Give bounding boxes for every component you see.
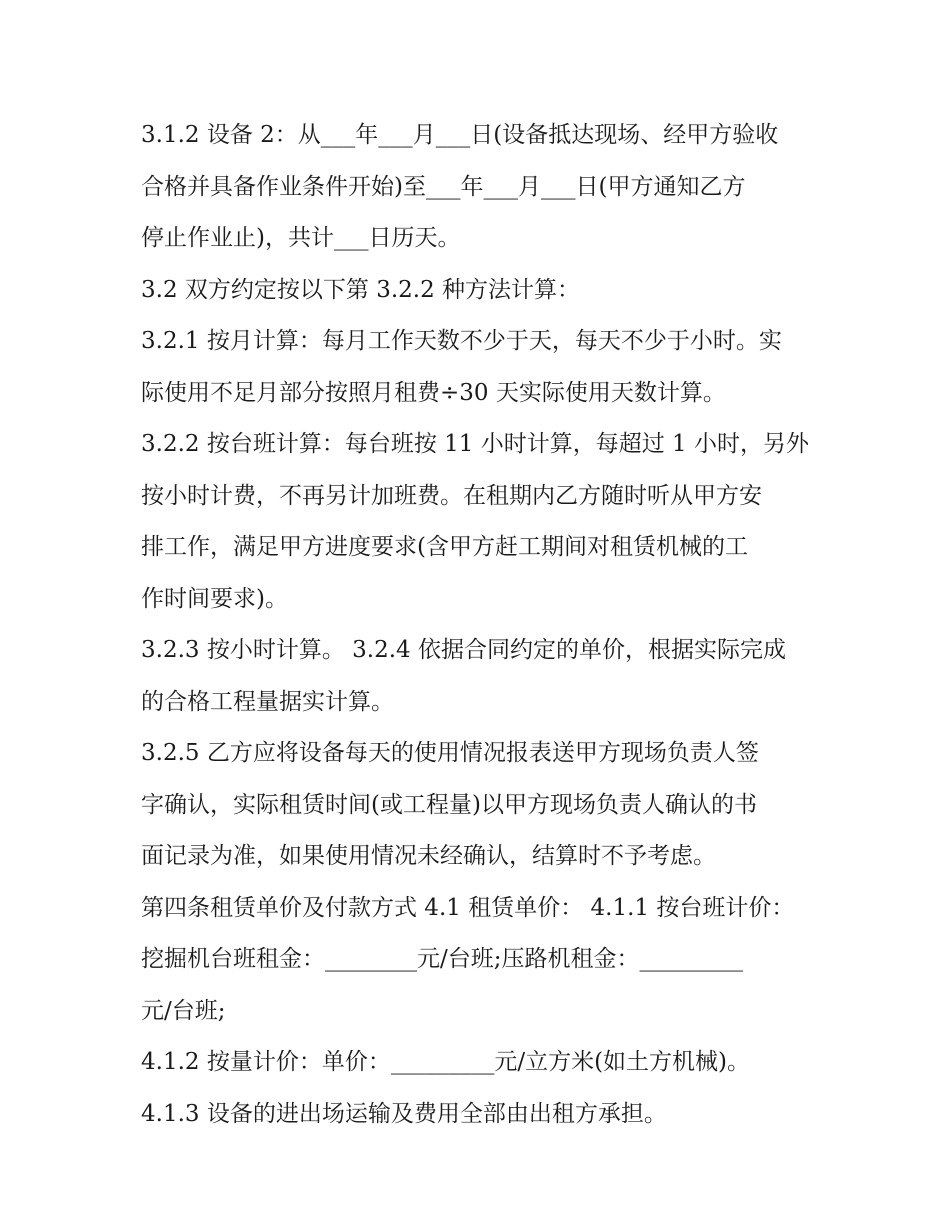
text-line: 作时间要求)。	[141, 585, 288, 612]
text-line: 元/台班;	[141, 997, 226, 1024]
text-line: 4.1.3 设备的进出场运输及费用全部由出租方承担。	[141, 1100, 667, 1127]
text-line: 3.2 双方约定按以下第 3.2.2 种方法计算：	[141, 276, 581, 303]
text-line: 字确认，实际租赁时间(或工程量)以甲方现场负责人确认的书	[141, 791, 757, 818]
text-line: 3.1.2 设备 2：从___年___月___日(设备抵达现场、经甲方验收	[141, 122, 779, 148]
text-line: 的合格工程量据实计算。	[141, 688, 394, 715]
text-line: 面记录为准，如果使用情况未经确认，结算时不予考虑。	[141, 843, 716, 869]
document-body	[141, 110, 821, 1140]
text-line: 停止作业止)，共计___日历天。	[141, 225, 461, 251]
text-line: 际使用不足月部分按照月租费÷30 天实际使用天数计算。	[141, 379, 726, 406]
text-line: 第四条租赁单价及付款方式 4.1 租赁单价： 4.1.1 按台班计价：	[141, 894, 795, 921]
text-line: 4.1.2 按量计价：单价：_________元/立方米(如土方机械)。	[141, 1049, 751, 1075]
text-line: 3.2.1 按月计算：每月工作天数不少于天，每天不少于小时。实	[141, 328, 782, 354]
text-line: 排工作，满足甲方进度要求(含甲方赶工期间对租赁机械的工	[141, 534, 748, 560]
text-line: 3.2.3 按小时计算。 3.2.4 依据合同约定的单价，根据实际完成	[141, 637, 786, 663]
text-line: 按小时计费，不再另计加班费。在租期内乙方随时听从甲方安	[141, 482, 762, 509]
text-line: 3.2.5 乙方应将设备每天的使用情况报表送甲方现场负责人签	[141, 740, 759, 766]
text-line: 合格并具备作业条件开始)至___年___月___日(甲方通知乙方	[141, 173, 746, 200]
text-line: 3.2.2 按台班计算：每台班按 11 小时计算，每超过 1 小时，另外	[141, 431, 809, 457]
text-line: 挖掘机台班租金：________元/台班;压路机租金：_________	[141, 946, 743, 972]
